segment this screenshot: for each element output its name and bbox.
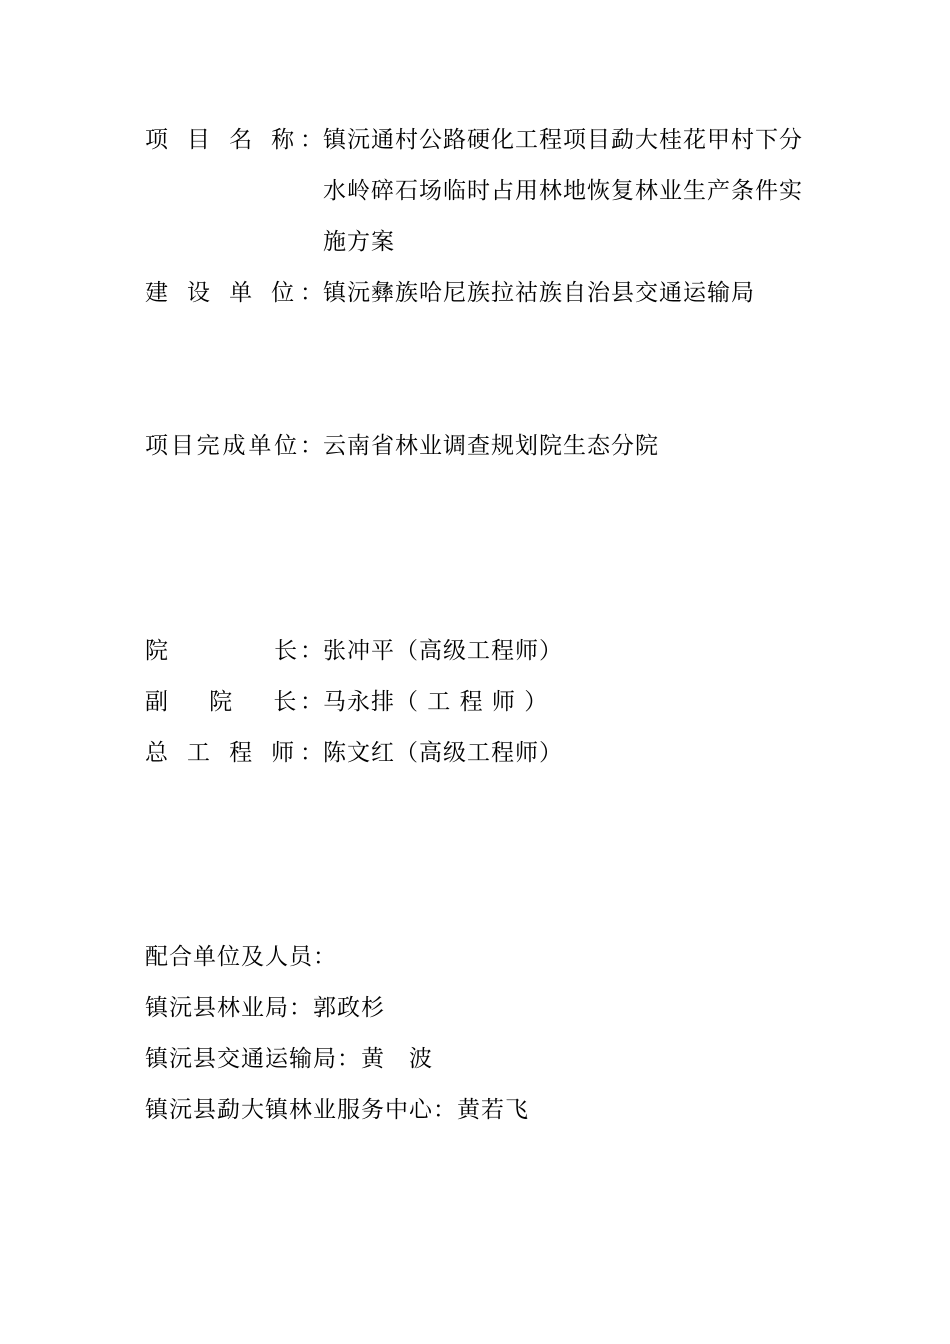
- project-name-row: [145, 115, 813, 268]
- leader-row-chief-engineer: [145, 728, 813, 779]
- leader-value: 马永排（ 工 程 师 ）: [323, 689, 549, 715]
- project-name-label: 项 目 名 称：: [145, 127, 323, 153]
- leader-label: 副 院 长：: [145, 689, 323, 715]
- builder-row: [145, 268, 813, 319]
- project-name-value: 镇沅通村公路硬化工程项目勐大桂花甲村下分水岭碎石场临时占用林地恢复林业生产条件实施方案: [323, 127, 803, 255]
- leader-value: 张冲平（高级工程师）: [323, 638, 563, 664]
- builder-value: 镇沅彝族哈尼族拉祜族自治县交通运输局: [323, 280, 755, 306]
- builder-label: 建 设 单 位：: [145, 280, 323, 306]
- cooperation-heading: [145, 932, 337, 983]
- cooperation-heading-text: 配合单位及人员：: [145, 944, 337, 970]
- cooperation-item: [145, 983, 385, 1034]
- leader-value: 陈文红（高级工程师）: [323, 740, 563, 766]
- leader-row-president: [145, 626, 813, 677]
- completer-value: 云南省林业调查规划院生态分院: [323, 433, 659, 459]
- leader-row-vice-president: [145, 677, 813, 728]
- leader-label: 院 长：: [145, 638, 323, 664]
- cooperation-item-text: 镇沅县林业局：郭政杉: [145, 995, 385, 1021]
- cooperation-item: [145, 1034, 433, 1085]
- cooperation-item-text: 镇沅县交通运输局：黄 波: [145, 1046, 433, 1072]
- cooperation-item: [145, 1085, 529, 1136]
- cooperation-item-text: 镇沅县勐大镇林业服务中心：黄若飞: [145, 1097, 529, 1123]
- leader-label: 总 工 程 师：: [145, 740, 323, 766]
- completer-row: [145, 421, 813, 472]
- completer-label: 项目完成单位：: [145, 433, 323, 459]
